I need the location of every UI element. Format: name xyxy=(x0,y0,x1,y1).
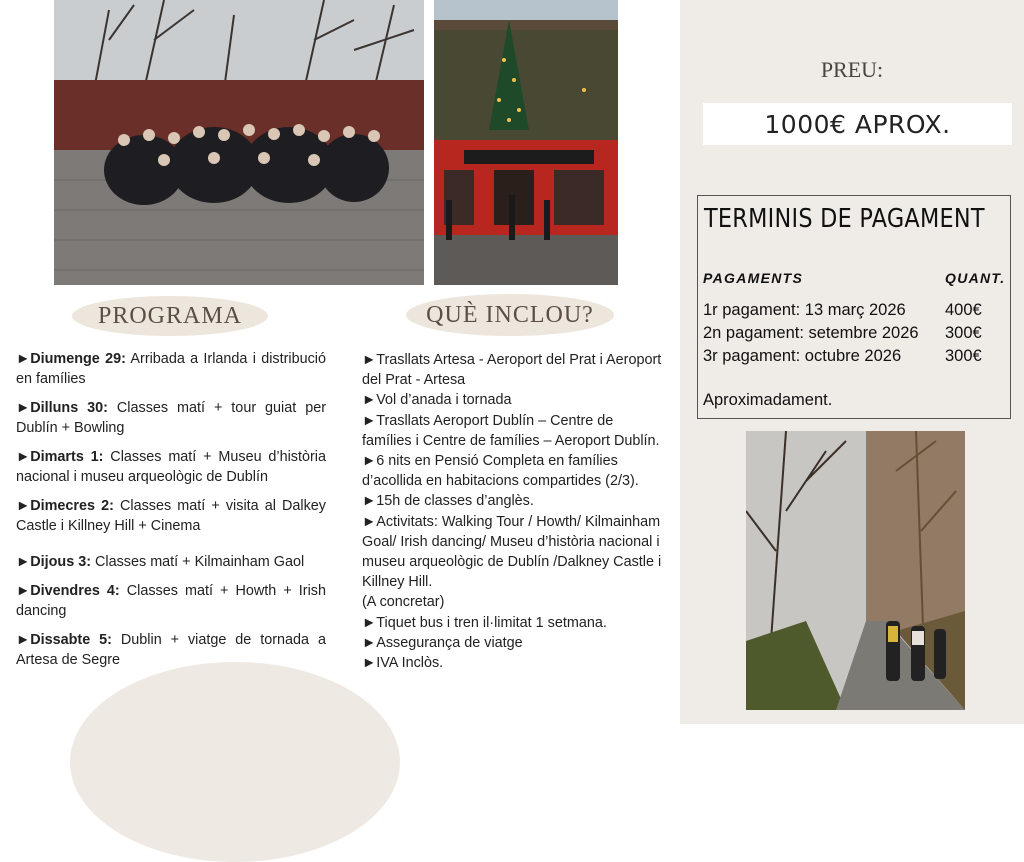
inclou-item: ►15h de classes d’anglès. xyxy=(362,493,534,510)
terminis-box xyxy=(697,195,1011,419)
decorative-circle xyxy=(70,662,400,862)
inclou-item: ►Trasllats Artesa - Aeroport del Prat i Aeroport del Prat - Artesa xyxy=(362,352,662,389)
programa-item: ►Dimecres 2: Classes matí + visita al Dalkey Castle i Killney Hill + Cinema xyxy=(16,498,326,534)
group-photo xyxy=(54,0,424,285)
programa-item: ►Divendres 4: Classes matí + Howth + Irish dancing xyxy=(16,583,326,619)
inclou-item: ►Tiquet bus i tren il·limitat 1 setmana. xyxy=(362,614,607,631)
que-inclou-heading: QUÈ INCLOU? xyxy=(406,294,614,336)
quant-header: QUANT. xyxy=(945,270,1006,286)
pagaments-header: PAGAMENTS xyxy=(703,270,804,286)
preu-value: 1000€ APROX. xyxy=(703,103,1012,145)
inclou-item: ►6 nits en Pensió Completa en famílies d’acollida en habitacions compartides (2/3). xyxy=(362,453,639,490)
forest-walk-photo xyxy=(746,431,965,710)
programa-item: ►Diumenge 29: Arribada a Irlanda i distribució en famílies xyxy=(16,351,327,387)
programa-item: ►Dimarts 1: Classes matí + Museu d’història nacional i museu arqueològic de Dublín xyxy=(16,449,326,485)
preu-label: PREU: xyxy=(820,57,884,82)
programa-item: ►Dilluns 30: Classes matí + tour guiat per Dublín + Bowling xyxy=(16,400,326,436)
inclou-item: ►Trasllats Aeroport Dublín – Centre de famílies i Centre de famílies – Aeroport Dublín. xyxy=(362,412,660,449)
payment-note: Aproximadament. xyxy=(703,391,833,409)
payment-label: 3r pagament: octubre 2026 xyxy=(703,347,902,365)
programa-heading: PROGRAMA xyxy=(72,296,268,336)
temple-bar-pub-photo xyxy=(434,0,618,285)
payment-label: 2n pagament: setembre 2026 xyxy=(703,324,919,342)
payment-amount: 400€ xyxy=(945,301,982,319)
inclou-list xyxy=(362,350,662,673)
payment-amount: 300€ xyxy=(945,347,982,365)
programa-item: ►Dijous 3: Classes matí + Kilmainham Gaol xyxy=(16,554,305,570)
payment-label: 1r pagament: 13 març 2026 xyxy=(703,301,906,319)
inclou-item: ►Activitats: Walking Tour / Howth/ Kilmainham Goal/ Irish dancing/ Museu d’història nacional i museu arqueològic de Dublín /Dalkney Castle i Killney Hill. xyxy=(362,513,662,591)
programa-item: ►Dissabte 5: Dublin + viatge de tornada a Artesa de Segre xyxy=(16,632,326,668)
payment-amount: 300€ xyxy=(945,324,982,342)
programa-list xyxy=(16,349,326,670)
inclou-item: ►Assegurança de viatge xyxy=(362,634,523,651)
inclou-item: ►Vol d’anada i tornada xyxy=(362,392,512,409)
inclou-item: (A concretar) xyxy=(362,594,445,611)
inclou-item: ►IVA Inclòs. xyxy=(362,655,444,672)
terminis-title: TERMINIS DE PAGAMENT xyxy=(704,204,985,234)
